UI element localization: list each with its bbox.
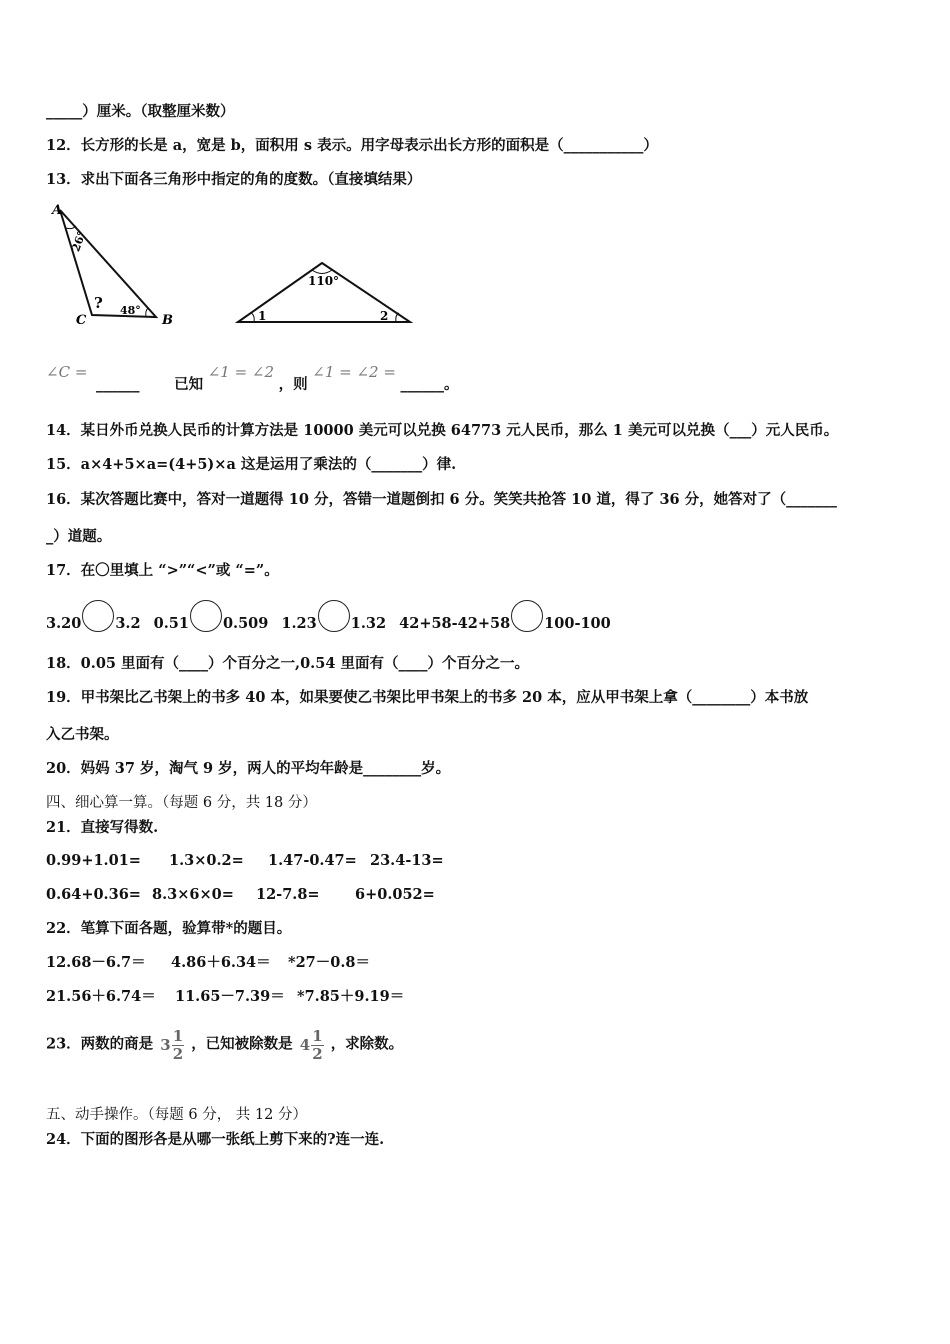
compare-left: 42+58-42+58 bbox=[399, 615, 511, 632]
angle-blank-2: ______。 bbox=[400, 376, 459, 393]
question-20: 20．妈妈 37 岁，淘气 9 岁，两人的平均年龄是________岁。 bbox=[46, 760, 451, 777]
angle-a-label: 26° bbox=[69, 229, 89, 254]
calc-item: 12.68－6.7＝ bbox=[46, 954, 146, 971]
top-angle-label: 110° bbox=[308, 274, 340, 288]
q22-row-1 bbox=[46, 953, 370, 973]
question-18: 18．0.05 里面有（____）个百分之一,0.54 里面有（____）个百分之一。 bbox=[46, 655, 529, 672]
question-17: 17．在〇里填上 “>”“<”或 “=”。 bbox=[46, 562, 279, 579]
calc-item: 4.86＋6.34＝ bbox=[171, 954, 271, 971]
question-23 bbox=[46, 1024, 403, 1065]
compare-right: 3.2 bbox=[115, 615, 141, 632]
triangle-isosceles-figure bbox=[230, 255, 420, 330]
vertex-a-label: A bbox=[52, 203, 63, 218]
question-16-line1: 16．某次答题比赛中，答对一道题得 10 分，答错一道题倒扣 6 分。笑笑共抢答 10 道，得了 36 分，她答对了（_______ bbox=[46, 491, 837, 508]
calc-item: 11.65－7.39＝ bbox=[175, 988, 285, 1005]
calc-item: 1.47-0.47= bbox=[268, 852, 357, 869]
question-22: 22．笔算下面各题，验算带*的题目。 bbox=[46, 920, 292, 937]
fraction-dividend: 4 $\frac{1}{2}$ bbox=[299, 1026, 323, 1063]
known-label: 已知 bbox=[174, 376, 204, 393]
compare-circle[interactable] bbox=[190, 600, 222, 632]
compare-left: 3.20 bbox=[46, 615, 82, 632]
fraction-quotient: 3 $\frac{1}{2}$ bbox=[160, 1026, 184, 1063]
section-4-heading: 四、细心算一算。（每题 6 分，共 18 分） bbox=[46, 795, 317, 811]
calc-item: 23.4-13= bbox=[370, 852, 444, 869]
question-15: 15．a×4+5×a=(4+5)×a 这是运用了乘法的（_______）律. bbox=[46, 456, 457, 473]
question-21: 21．直接写得数. bbox=[46, 819, 159, 836]
question-19-line2: 入乙书架。 bbox=[46, 726, 119, 743]
triangle-abc bbox=[60, 210, 156, 317]
compare-right: 1.32 bbox=[350, 615, 387, 632]
question-14: 14．某日外币兑换人民币的计算方法是 10000 美元可以兑换 64773 元人民币，那么 1 美元可以兑换（___）元人民币。 bbox=[46, 422, 839, 439]
compare-circle[interactable] bbox=[511, 600, 543, 632]
angle-c-unknown: ? bbox=[94, 294, 103, 312]
angle-c-blank: ______ bbox=[96, 376, 140, 393]
q21-row-1 bbox=[46, 851, 444, 871]
calc-item: 21.56＋6.74＝ bbox=[46, 988, 156, 1005]
q22-row-2 bbox=[46, 987, 404, 1007]
angle-1-label: 1 bbox=[258, 309, 267, 323]
question-19-line1: 19．甲书架比乙书架上的书多 40 本，如果要使乙书架比甲书架上的书多 20 本，应从甲书架上拿（________）本书放 bbox=[46, 689, 809, 706]
question-16-line2: _）道题。 bbox=[46, 528, 112, 545]
compare-circle[interactable] bbox=[82, 600, 114, 632]
angle-equality: ∠1 = ∠2 bbox=[207, 363, 275, 381]
calc-item: 6+0.052= bbox=[355, 886, 435, 903]
calc-item: 8.3×6×0= bbox=[152, 886, 234, 903]
angle-2-label: 2 bbox=[380, 309, 389, 323]
q17-comparisons bbox=[46, 600, 611, 634]
q11-tail: _____）厘米。（取整厘米数） bbox=[46, 103, 235, 120]
vertex-b-label: B bbox=[162, 313, 173, 328]
calc-item: 0.64+0.36= bbox=[46, 886, 141, 903]
question-13: 13．求出下面各三角形中指定的角的度数。（直接填结果） bbox=[46, 171, 422, 188]
q13-answer-row bbox=[46, 362, 459, 393]
angle-1-arc bbox=[251, 313, 254, 322]
angle-b-label: 48° bbox=[120, 304, 141, 317]
calc-item: *27－0.8＝ bbox=[288, 954, 370, 971]
angle-c-expr: ∠C = bbox=[46, 363, 88, 381]
compare-circle[interactable] bbox=[318, 600, 350, 632]
triangle-abc-figure bbox=[48, 200, 188, 330]
q23-mid: ，已知被除数是 bbox=[191, 1035, 293, 1053]
compare-left: 1.23 bbox=[281, 615, 317, 632]
angle-b-arc bbox=[146, 308, 148, 317]
compare-left: 0.51 bbox=[153, 615, 189, 632]
q21-row-2 bbox=[46, 885, 435, 905]
top-angle-arc bbox=[312, 270, 332, 274]
calc-item: 12-7.8= bbox=[256, 886, 320, 903]
then-label: ，则 bbox=[278, 376, 308, 393]
compare-right: 0.509 bbox=[222, 615, 269, 632]
angle-equality-2: ∠1 = ∠2 = bbox=[312, 363, 396, 381]
calc-item: 1.3×0.2= bbox=[169, 852, 244, 869]
q23-pre: 23．两数的商是 bbox=[46, 1035, 154, 1053]
question-24: 24．下面的图形各是从哪一张纸上剪下来的?连一连. bbox=[46, 1131, 385, 1148]
calc-item: *7.85＋9.19＝ bbox=[297, 988, 405, 1005]
q23-post: ，求除数。 bbox=[330, 1035, 404, 1053]
vertex-c-label: C bbox=[76, 313, 87, 328]
calc-item: 0.99+1.01= bbox=[46, 852, 141, 869]
section-5-heading: 五、动手操作。（每题 6 分， 共 12 分） bbox=[46, 1107, 307, 1123]
compare-right: 100-100 bbox=[544, 615, 611, 632]
question-12: 12．长方形的长是 a，宽是 b，面积用 s 表示。用字母表示出长方形的面积是（___________） bbox=[46, 137, 658, 154]
